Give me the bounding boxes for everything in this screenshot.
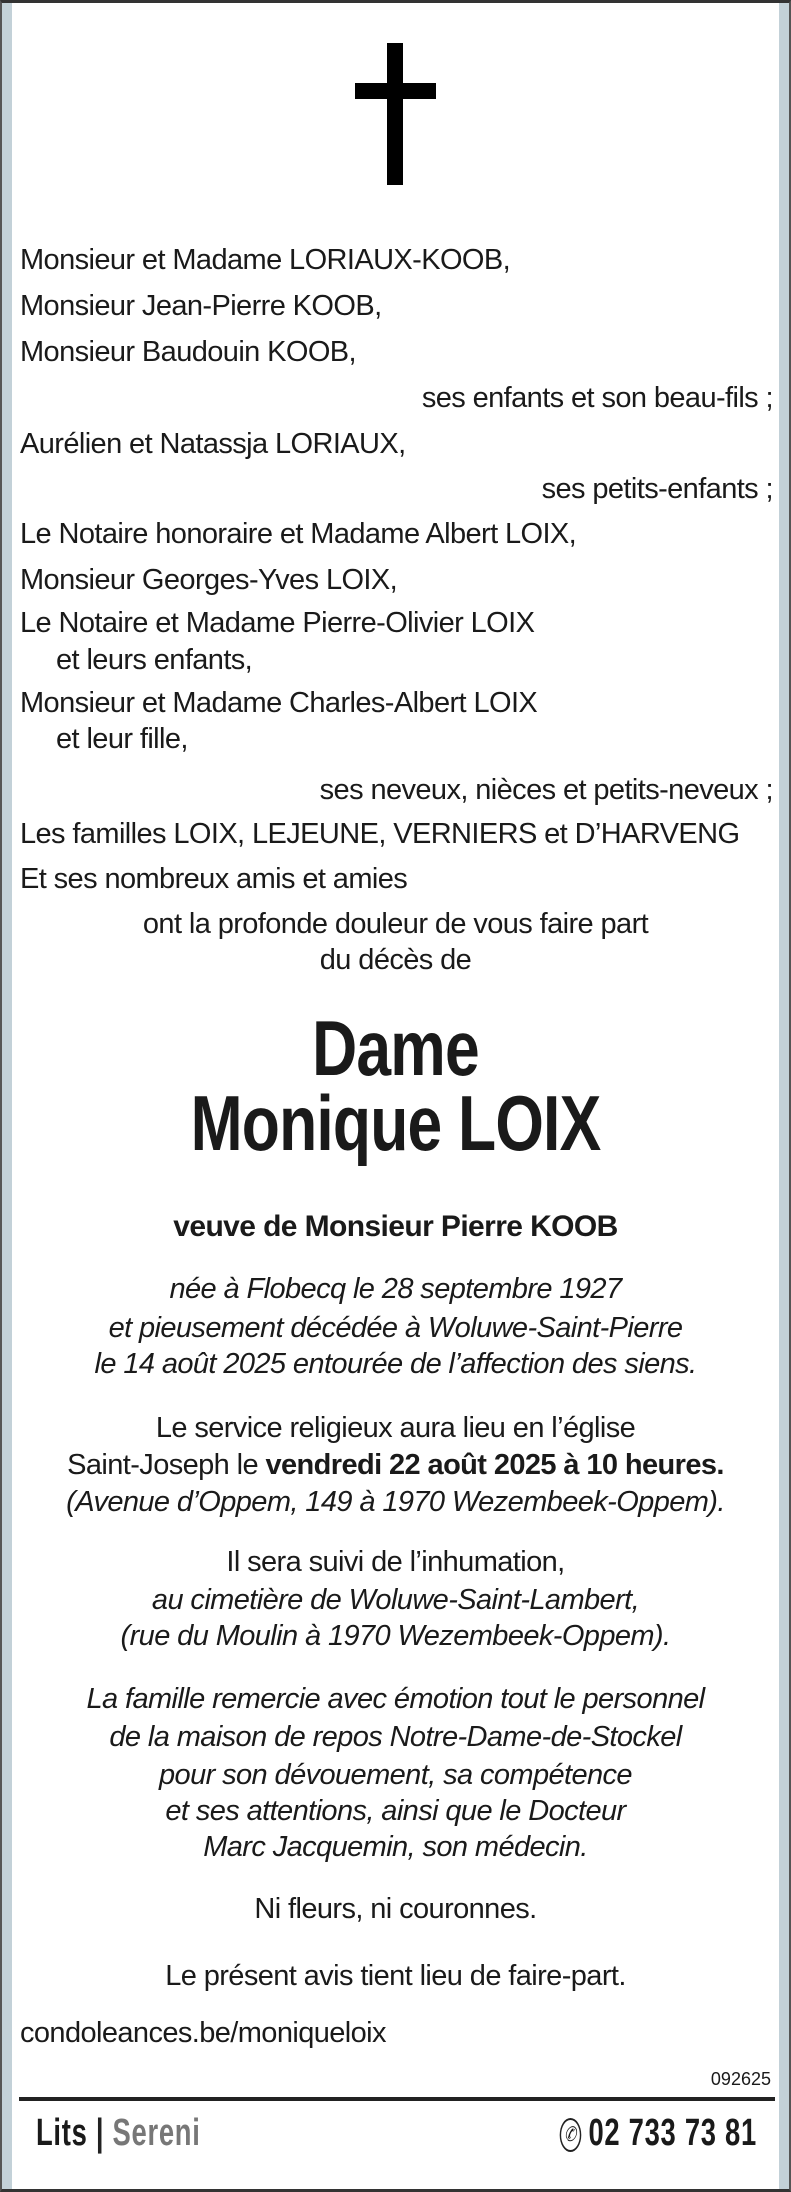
brand-lits: Lits [36, 2112, 88, 2154]
family-line: ses neveux, nièces et petits-neveux ; [319, 774, 773, 806]
phone-contact[interactable] [560, 2112, 757, 2154]
thanks-line: et ses attentions, ainsi que le Docteur [165, 1795, 626, 1827]
family-line: du décès de [319, 944, 472, 976]
notice-text: Le présent avis tient lieu de faire-part. [165, 1960, 626, 1992]
family-line: Monsieur Baudouin KOOB, [20, 336, 356, 368]
family-line: Le Notaire et Madame Pierre-Olivier LOIX [20, 607, 535, 639]
family-line: et leurs enfants, [56, 644, 253, 676]
phone-icon: ✆ [560, 2118, 582, 2152]
website-link[interactable]: condoleances.be/moniqueloix [20, 2017, 386, 2049]
thanks-line: La famille remercie avec émotion tout le personnel [86, 1683, 705, 1715]
family-line: Aurélien et Natassja LORIAUX, [20, 428, 406, 460]
family-line: ses petits-enfants ; [541, 473, 773, 505]
burial-line: (rue du Moulin à 1970 Wezembeek-Oppem). [120, 1620, 671, 1652]
birth-death-line: née à Flobecq le 28 septembre 1927 [169, 1273, 622, 1305]
no-flowers: Ni fleurs, ni couronnes. [254, 1893, 537, 1925]
funeral-home-logo [36, 2112, 201, 2154]
family-line: ses enfants et son beau-fils ; [421, 382, 773, 414]
family-line: Les familles LOIX, LEJEUNE, VERNIERS et D’HARVENG [20, 818, 740, 850]
service-line [0, 1445, 791, 1485]
footer-divider [19, 2097, 775, 2101]
family-line: Monsieur et Madame LORIAUX-KOOB, [20, 244, 511, 276]
service-date: vendredi 22 août 2025 à 10 heures. [265, 1449, 724, 1481]
family-line: Monsieur et Madame Charles-Albert LOIX [20, 687, 538, 719]
birth-death-line: le 14 août 2025 entourée de l’affection des siens. [94, 1348, 697, 1380]
service-church: Saint-Joseph le [67, 1449, 266, 1481]
burial-line: au cimetière de Woluwe-Saint-Lambert, [151, 1584, 640, 1616]
family-line: Et ses nombreux amis et amies [20, 863, 408, 895]
deceased-name: Monique LOIX [190, 1079, 601, 1167]
brand-separator: | [95, 2112, 105, 2154]
service-line: Le service religieux aura lieu en l’église [155, 1412, 636, 1444]
family-line: Monsieur Georges-Yves LOIX, [20, 564, 398, 596]
family-line: et leur fille, [56, 723, 188, 755]
family-line: ont la profonde douleur de vous faire part [142, 908, 649, 940]
widow-of: veuve de Monsieur Pierre KOOB [173, 1210, 618, 1243]
service-address: (Avenue d’Oppem, 149 à 1970 Wezembeek-Oppem). [66, 1486, 725, 1518]
thanks-line: de la maison de repos Notre-Dame-de-Stockel [109, 1721, 682, 1753]
brand-sereni: Sereni [112, 2112, 201, 2154]
thanks-line: pour son dévouement, sa compétence [159, 1759, 632, 1791]
thanks-line: Marc Jacquemin, son médecin. [203, 1831, 588, 1863]
phone-number: 02 733 73 81 [588, 2112, 757, 2154]
family-line: Le Notaire honoraire et Madame Albert LOIX, [20, 518, 577, 550]
family-line: Monsieur Jean-Pierre KOOB, [20, 290, 382, 322]
deceased-title: Dame [312, 1004, 479, 1092]
birth-death-line: et pieusement décédée à Woluwe-Saint-Pierre [108, 1312, 683, 1344]
reference-number: 092625 [710, 2069, 771, 2089]
burial-line: Il sera suivi de l’inhumation, [226, 1546, 565, 1578]
